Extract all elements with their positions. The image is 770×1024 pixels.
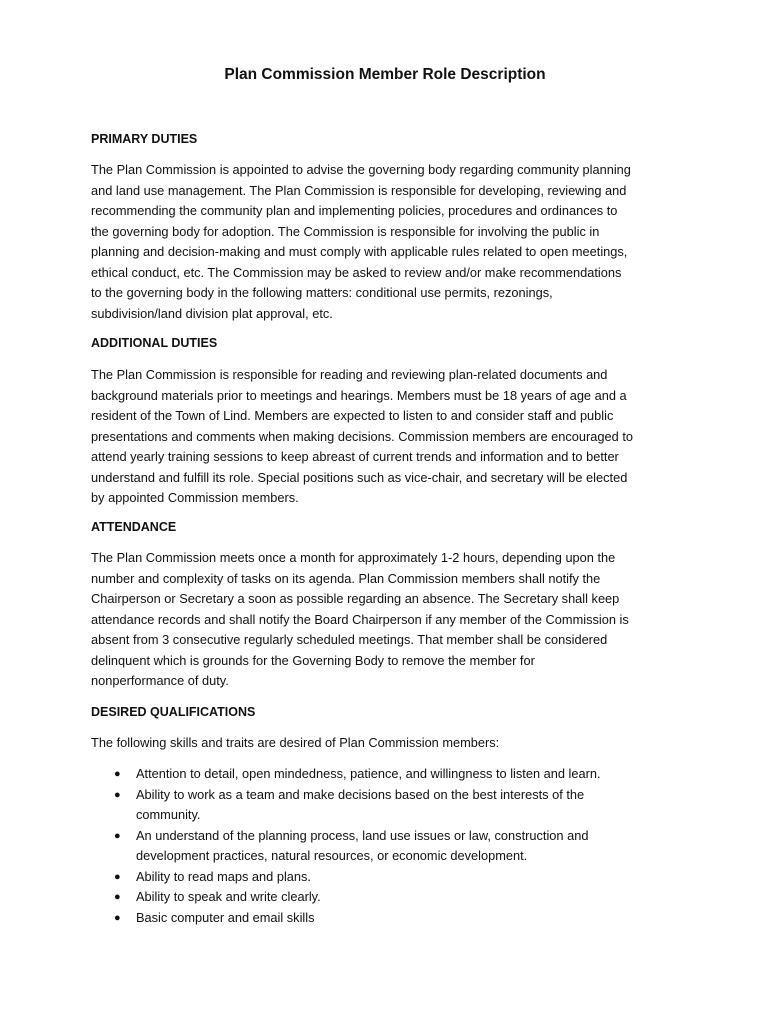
paragraph-line: recommending the community plan and implementing policies, procedures and ordinances to bbox=[91, 203, 618, 218]
list-item-line: Ability to speak and write clearly. bbox=[136, 889, 321, 904]
list-item bbox=[91, 908, 691, 929]
list-item bbox=[91, 887, 691, 908]
paragraph-line: absent from 3 consecutive regularly scheduled meetings. That member shall be considered bbox=[91, 632, 608, 647]
qualifications-list bbox=[91, 764, 691, 928]
paragraph-line: The Plan Commission meets once a month for approximately 1-2 hours, depending upon the bbox=[91, 550, 616, 565]
list-item-line: Attention to detail, open mindedness, patience, and willingness to listen and learn. bbox=[136, 766, 601, 781]
list-item-line: community. bbox=[136, 807, 201, 822]
paragraph-line: number and complexity of tasks on its agenda. Plan Commission members shall notify the bbox=[91, 570, 601, 586]
document-title: Plan Commission Member Role Description bbox=[224, 66, 546, 83]
paragraph-line: resident of the Town of Lind. Members are expected to listen to and consider staff and public bbox=[91, 408, 614, 423]
section-body-attendance bbox=[91, 548, 691, 692]
paragraph-line: Chairperson or Secretary a soon as possible regarding an absence. The Secretary shall keep bbox=[91, 591, 620, 606]
paragraph-line: The Plan Commission is appointed to advise the governing body regarding community planning bbox=[91, 162, 631, 177]
paragraph-line: the governing body for adoption. The Commission is responsible for involving the public in bbox=[91, 223, 600, 239]
list-item bbox=[91, 764, 691, 785]
list-item bbox=[91, 867, 691, 888]
paragraph-line: attend yearly training sessions to keep abreast of current trends and information and to better bbox=[91, 449, 619, 464]
bullet-icon: ● bbox=[114, 829, 121, 842]
bullet-icon: ● bbox=[114, 768, 121, 780]
paragraph-line: attendance records and shall notify the Board Chairperson if any member of the Commission is bbox=[91, 611, 629, 627]
section-body-primary-duties bbox=[91, 160, 691, 324]
paragraph-line: planning and decision-making and must comply with applicable rules related to open meetings, bbox=[91, 244, 628, 259]
paragraph-line: by appointed Commission members. bbox=[91, 490, 299, 505]
list-item bbox=[91, 826, 691, 867]
paragraph-line: ethical conduct, etc. The Commission may be asked to review and/or make recommendations bbox=[91, 264, 622, 280]
list-item bbox=[91, 785, 691, 826]
paragraph-line: presentations and comments when making decisions. Commission members are encouraged to bbox=[91, 428, 633, 444]
paragraph-line: background materials prior to meetings and hearings. Members must be 18 years of age and a bbox=[91, 387, 627, 403]
section-body-additional-duties bbox=[91, 365, 691, 509]
paragraph-line: nonperformance of duty. bbox=[91, 673, 229, 688]
paragraph-line: delinquent which is grounds for the Governing Body to remove the member for bbox=[91, 652, 535, 668]
section-heading-primary-duties: PRIMARY DUTIES bbox=[91, 132, 198, 146]
bullet-icon: ● bbox=[114, 870, 121, 883]
section-body-desired-qualifications bbox=[91, 733, 691, 754]
list-item-line: An understand of the planning process, land use issues or law, construction and bbox=[136, 827, 589, 843]
bullet-icon: ● bbox=[114, 788, 121, 801]
paragraph-line: The Plan Commission is responsible for reading and reviewing plan-related documents and bbox=[91, 367, 608, 382]
list-item-line: Ability to work as a team and make decisions based on the best interests of the bbox=[136, 786, 585, 802]
paragraph-line: understand and fulfill its role. Special positions such as vice-chair, and secretary will be elected bbox=[91, 469, 628, 485]
paragraph-line: subdivision/land division plat approval, etc. bbox=[91, 305, 333, 321]
bullet-icon: ● bbox=[114, 891, 121, 903]
list-item-line: development practices, natural resources, or economic development. bbox=[136, 848, 528, 863]
section-heading-additional-duties: ADDITIONAL DUTIES bbox=[91, 336, 218, 350]
section-heading-attendance: ATTENDANCE bbox=[91, 520, 177, 534]
section-heading-desired-qualifications: DESIRED QUALIFICATIONS bbox=[91, 705, 256, 719]
list-item-line: Basic computer and email skills bbox=[136, 909, 315, 925]
bullet-icon: ● bbox=[114, 911, 121, 924]
paragraph-line: to the governing body in the following matters: conditional use permits, rezonings, bbox=[91, 285, 553, 300]
paragraph-line: and land use management. The Plan Commission is responsible for developing, reviewing and bbox=[91, 182, 627, 198]
list-item-line: Ability to read maps and plans. bbox=[136, 868, 311, 884]
paragraph-line: The following skills and traits are desired of Plan Commission members: bbox=[91, 735, 500, 750]
